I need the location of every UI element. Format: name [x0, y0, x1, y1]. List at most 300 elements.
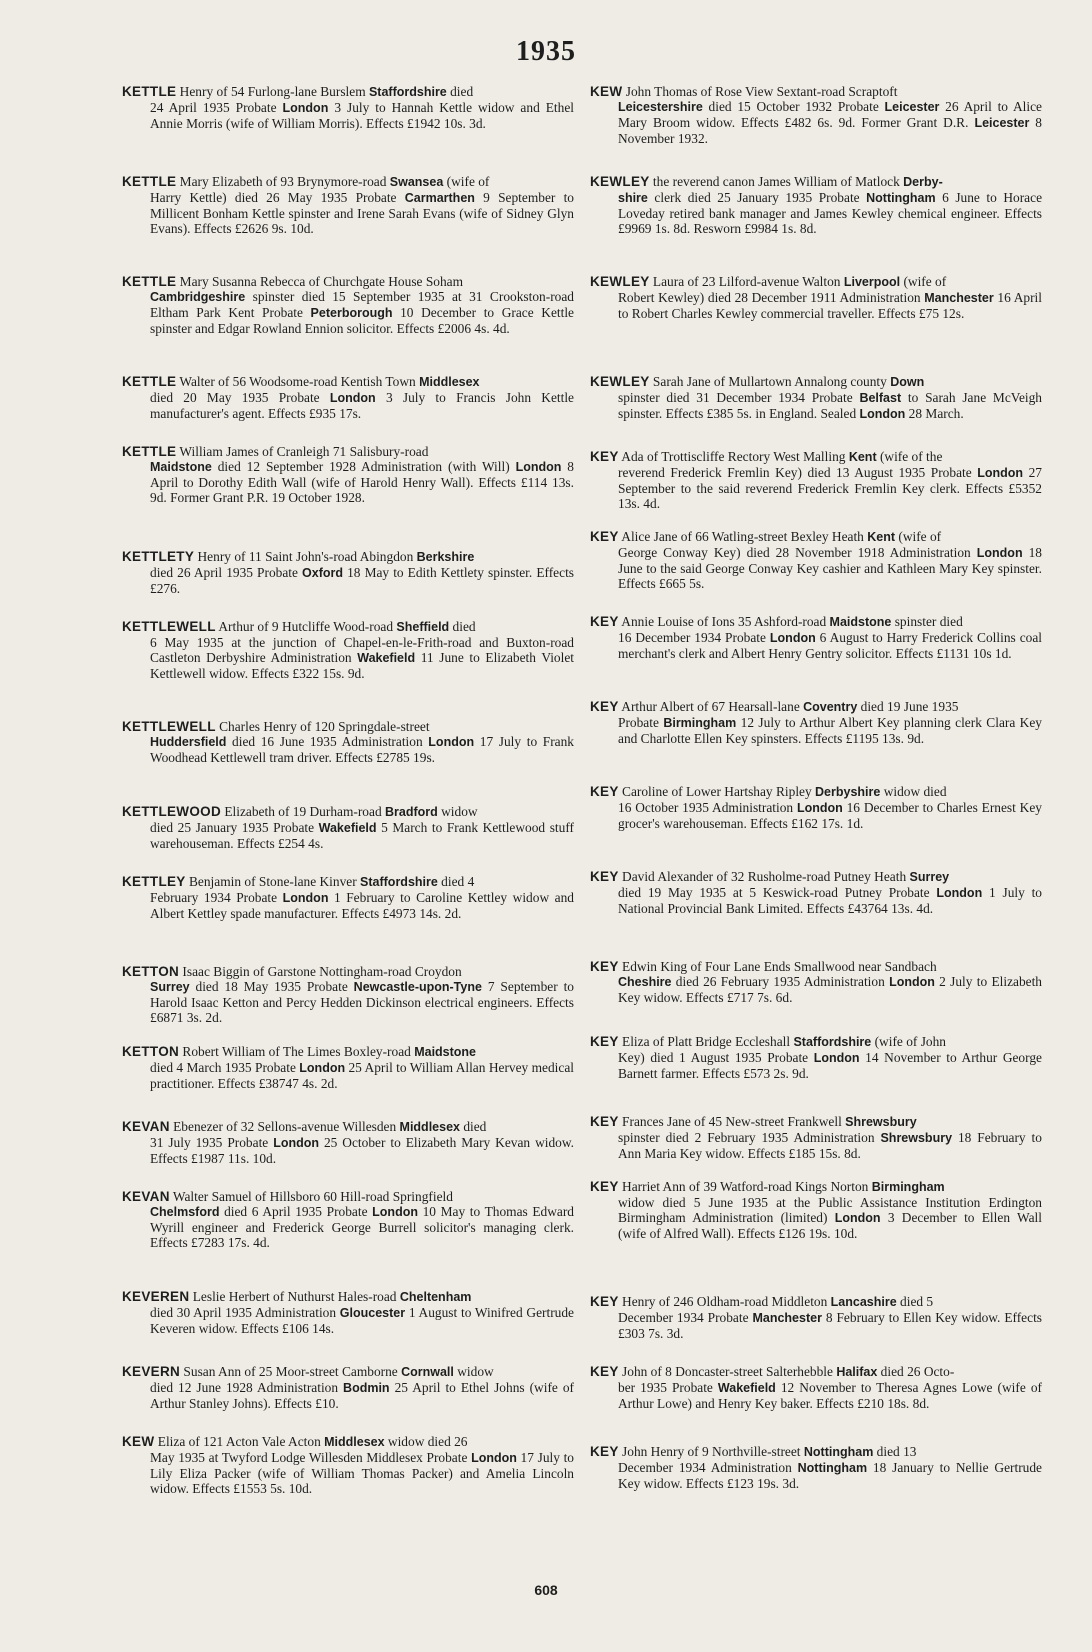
entry-body: [122, 1380, 574, 1411]
entry-text: Harry Kettle) died 26 May 1935 Probate: [150, 190, 405, 205]
place-name: London: [889, 975, 935, 989]
probate-entry: [122, 1434, 574, 1496]
entry-text: Benjamin of Stone-lane Kinver: [188, 874, 361, 889]
entry-text: Leslie Herbert of Nuthurst Hales-road: [192, 1289, 400, 1304]
entry-text: died 5: [896, 1294, 934, 1309]
place-name: Wakefield: [318, 821, 377, 835]
entry-text: died 30 April 1935 Administration: [150, 1305, 340, 1320]
entry-text: ber 1935 Probate: [618, 1380, 718, 1395]
probate-entry: [590, 1444, 1042, 1491]
probate-entry: [590, 274, 1042, 321]
probate-entry: [122, 549, 574, 596]
entry-first-line: [122, 964, 574, 979]
page-number: 608: [534, 1582, 558, 1598]
entry-text: Henry of 11 Saint John's-road Abingdon: [197, 549, 417, 564]
place-name: Birmingham: [663, 716, 737, 730]
entry-first-line: [122, 374, 574, 390]
entry-body: [590, 390, 1042, 422]
entry-surname: KEVAN: [122, 1189, 170, 1204]
entry-surname: KEY: [590, 1114, 619, 1129]
entry-text: died 26 Octo-: [877, 1364, 955, 1379]
place-name: Wakefield: [717, 1381, 776, 1395]
entry-text: 16 December 1934 Probate: [618, 630, 770, 645]
entry-text: died 25 January 1935 Probate: [150, 820, 319, 835]
place-name: Kent: [848, 450, 877, 464]
entry-text: died: [459, 1119, 487, 1134]
entry-first-line: [122, 174, 574, 190]
entry-surname: KEY: [590, 959, 619, 974]
entry-text: Susan Ann of 25 Moor-street Camborne: [183, 1364, 402, 1379]
place-name: Middlesex: [399, 1120, 460, 1134]
entry-body: [590, 99, 1042, 146]
entry-text: 25 April to Ethel Johns (wife of Arthur Stanley Johns). Effects £10.: [150, 1380, 574, 1411]
entry-body: [590, 974, 1042, 1005]
probate-entry: [590, 869, 1042, 916]
probate-entry: [590, 449, 1042, 511]
entry-body: [590, 715, 1042, 746]
entry-text: spinster died 2 February 1935 Administration: [618, 1130, 881, 1145]
probate-entry: [122, 874, 574, 921]
entry-first-line: [590, 1034, 1042, 1050]
entry-text: died 26 April 1935 Probate: [150, 565, 303, 580]
entry-first-line: [122, 549, 574, 565]
entry-text: died 20 May 1935 Probate: [150, 390, 330, 405]
entry-text: died: [449, 619, 476, 634]
entry-text: Mary Susanna Rebecca of Churchgate House Soham: [179, 274, 464, 289]
page-year-heading: 1935: [516, 36, 576, 67]
entry-first-line: [122, 274, 574, 289]
place-name: Gloucester: [339, 1306, 406, 1320]
entry-text: William James of Cranleigh 71 Salisbury-road: [179, 444, 429, 459]
entry-surname: KEY: [590, 1444, 619, 1459]
entry-surname: KETTLE: [122, 444, 177, 459]
place-name: London: [769, 631, 816, 645]
entry-surname: KEW: [122, 1434, 155, 1449]
place-name: Coventry: [803, 700, 858, 714]
entry-text: Robert William of The Limes Boxley-road: [182, 1044, 415, 1059]
entry-body: [122, 565, 574, 596]
entry-body: [590, 630, 1042, 661]
probate-entry: [122, 719, 574, 765]
entry-first-line: [590, 529, 1042, 545]
place-name: Manchester: [924, 291, 994, 305]
entry-first-line: [590, 1364, 1042, 1380]
entry-text: 6 May 1935 at the junction of Chapel-en-le-Frith-road and Buxton-road Castleton Derbyshire Administration: [150, 635, 574, 665]
entry-body: [122, 1135, 574, 1166]
entry-body: [122, 190, 574, 236]
entry-first-line: [590, 84, 1042, 99]
entry-text: Caroline of Lower Hartshay Ripley: [622, 784, 816, 799]
entry-surname: KETTLEWELL: [122, 619, 216, 634]
entry-surname: KEWLEY: [590, 174, 650, 189]
place-name: Derby-: [903, 175, 943, 189]
entry-text: John of 8 Doncaster-street Salterhebble: [622, 1364, 837, 1379]
entry-text: (wife of: [900, 274, 947, 289]
place-name: Lancashire: [830, 1295, 897, 1309]
entry-first-line: [122, 619, 574, 635]
entry-surname: KETTLEWOOD: [122, 804, 221, 819]
entry-text: 12 July to Arthur Albert Key planning clerk Clara Key and Charlotte Ellen Key spinsters. Effects £1195 13s. 9d.: [618, 715, 1042, 746]
entry-text: 8 April to Dorothy Edith Wall (wife of Harold Henry Wall). Effects £114 13s. 9d. Former Grant P.R. 19 October 1928.: [150, 459, 574, 505]
entry-first-line: [590, 1294, 1042, 1310]
place-name: Birmingham: [871, 1180, 945, 1194]
entry-body: [122, 890, 574, 921]
entry-text: 10 May to Thomas Edward Wyrill engineer and Frederick George Burrell solicitor's managing clerk. Effects £7283 17s. 4d.: [150, 1204, 574, 1250]
entry-text: spinster died 31 December 1934 Probate: [618, 390, 860, 405]
entry-first-line: [590, 869, 1042, 885]
place-name: London: [796, 801, 843, 815]
entry-first-line: [122, 1289, 574, 1305]
entry-text: 3 December to Ellen Wall (wife of Alfred Wall). Effects £126 19s. 10d.: [618, 1210, 1042, 1241]
place-name: shire: [618, 191, 648, 205]
entry-body: [122, 734, 574, 765]
place-name: London: [976, 546, 1023, 560]
place-name: Leicester: [974, 116, 1030, 130]
probate-entry: [590, 529, 1042, 591]
place-name: Peterborough: [310, 306, 393, 320]
entry-body: [590, 1195, 1042, 1241]
entry-surname: KEVERN: [122, 1364, 181, 1379]
probate-entry: [590, 699, 1042, 746]
entry-text: 18 May to Edith Kettlety spinster. Effects £276.: [150, 565, 574, 596]
entry-surname: KEY: [590, 1034, 619, 1049]
place-name: London: [859, 407, 906, 421]
place-name: London: [834, 1211, 881, 1225]
place-name: Staffordshire: [793, 1035, 872, 1049]
entry-body: [122, 289, 574, 336]
entry-text: Probate: [618, 715, 664, 730]
place-name: Belfast: [859, 391, 902, 405]
entry-first-line: [122, 1364, 574, 1380]
entry-body: [590, 1050, 1042, 1081]
entry-body: [590, 1460, 1042, 1491]
entry-text: died 4: [437, 874, 475, 889]
entry-text: the reverend canon James William of Matlock: [652, 174, 904, 189]
entry-first-line: [122, 1044, 574, 1060]
entry-surname: KETTLEWELL: [122, 719, 216, 734]
entry-first-line: [122, 874, 574, 890]
entry-first-line: [590, 699, 1042, 715]
entry-text: died 19 May 1935 at 5 Keswick-road Putney Probate: [618, 885, 937, 900]
place-name: London: [428, 735, 475, 749]
entry-body: [122, 459, 574, 505]
entry-body: [122, 979, 574, 1025]
entry-text: Edwin King of Four Lane Ends Smallwood near Sandbach: [622, 959, 937, 974]
entry-text: died 4 March 1935 Probate: [150, 1060, 300, 1075]
entry-text: died 16 June 1935 Administration: [226, 734, 429, 749]
entry-text: 6 June to Horace Loveday retired bank manager and James Kewley chemical engineer. Effects £9969 1s. 8d. Resworn £9984 1s. 8d.: [618, 190, 1043, 236]
entry-surname: KEY: [590, 784, 619, 799]
entry-text: Frances Jane of 45 New-street Frankwell: [622, 1114, 846, 1129]
entry-body: [590, 1130, 1042, 1161]
place-name: Down: [890, 375, 925, 389]
place-name: Huddersfield: [150, 735, 227, 749]
entry-text: Walter of 56 Woodsome-road Kentish Town: [179, 374, 420, 389]
probate-entry: [122, 1189, 574, 1250]
place-name: Berkshire: [416, 550, 475, 564]
probate-entry: [590, 614, 1042, 661]
entry-text: 1 August to Winifred Gertrude Keveren widow. Effects £106 14s.: [150, 1305, 574, 1336]
entry-text: spinster died 15 September 1935 at 31 Crookston-road Eltham Park Kent Probate: [150, 289, 574, 320]
entry-text: 3 July to Hannah Kettle widow and Ethel Annie Morris (wife of William Morris). Effects £1942 10s. 3d.: [150, 100, 574, 131]
entry-surname: KEY: [590, 1179, 619, 1194]
probate-entry: [122, 84, 574, 131]
entry-text: (wife of the: [876, 449, 943, 464]
entry-text: John Henry of 9 Northville-street: [622, 1444, 804, 1459]
entry-text: 25 October to Elizabeth Mary Kevan widow. Effects £1987 11s. 10d.: [150, 1135, 575, 1166]
entry-body: [122, 1305, 574, 1336]
entry-text: Eliza of 121 Acton Vale Acton: [157, 1434, 325, 1449]
place-name: Sheffield: [396, 620, 450, 634]
place-name: Shrewsbury: [845, 1115, 917, 1129]
entry-text: 8 February to Ellen Key widow. Effects £303 7s. 3d.: [618, 1310, 1042, 1341]
place-name: Maidstone: [414, 1045, 477, 1059]
place-name: Surrey: [150, 980, 190, 994]
entry-surname: KEY: [590, 699, 619, 714]
entry-text: Annie Louise of Ions 35 Ashford-road: [621, 614, 830, 629]
place-name: Manchester: [752, 1311, 822, 1325]
entry-text: Walter Samuel of Hillsboro 60 Hill-road Springfield: [172, 1189, 453, 1204]
entry-text: 28 March.: [905, 406, 964, 421]
entry-body: [590, 465, 1042, 511]
entry-text: 6 August to Harry Frederick Collins coal merchant's clerk and Albert Henry Gentry solicitor. Effects £1131 10s 1d.: [618, 630, 1042, 661]
place-name: Nottingham: [797, 1461, 868, 1475]
entry-text: 14 November to Arthur George Barnett farmer. Effects £573 2s. 9d.: [618, 1050, 1042, 1081]
entry-text: 24 April 1935 Probate: [150, 100, 283, 115]
entry-text: Henry of 54 Furlong-lane Burslem: [179, 84, 369, 99]
entry-surname: KEVEREN: [122, 1289, 190, 1304]
probate-entry: [590, 1364, 1042, 1411]
entry-text: spinster died: [891, 614, 963, 629]
entry-text: Charles Henry of 120 Springdale-street: [219, 719, 430, 734]
entry-body: [122, 1060, 574, 1091]
place-name: Maidstone: [829, 615, 892, 629]
entry-text: to Sarah Jane McVeigh spinster. Effects £385 5s. in England. Sealed: [618, 390, 1042, 421]
entry-body: [122, 100, 574, 131]
place-name: Oxford: [302, 566, 344, 580]
place-name: Cornwall: [401, 1365, 454, 1379]
entry-text: widow: [453, 1364, 494, 1379]
place-name: Leicester: [884, 100, 940, 114]
entry-text: widow died 5 June 1935 at the Public Assistance Institution Erdington Birmingham Administration (limited): [618, 1195, 1042, 1225]
place-name: London: [813, 1051, 860, 1065]
probate-entry: [122, 1364, 574, 1411]
entry-surname: KEY: [590, 1294, 619, 1309]
entry-body: [122, 1204, 574, 1250]
probate-entry: [122, 174, 574, 236]
probate-entry: [122, 374, 574, 421]
entry-surname: KETTLE: [122, 174, 177, 189]
entry-surname: KEWLEY: [590, 274, 650, 289]
entry-text: Robert Kewley) died 28 December 1911 Administration: [618, 290, 925, 305]
probate-entry: [122, 274, 574, 336]
entry-surname: KEY: [590, 529, 619, 544]
entry-text: 7 September to Harold Isaac Ketton and Percy Hedden Dickinson electrical engineers. Effects £6871 3s. 2d.: [150, 979, 575, 1025]
probate-entry: [590, 1034, 1042, 1081]
entry-text: December 1934 Administration: [618, 1460, 798, 1475]
entry-first-line: [122, 1189, 574, 1204]
entry-first-line: [590, 1444, 1042, 1460]
entry-text: clerk died 25 January 1935 Probate: [647, 190, 867, 205]
entry-body: [590, 800, 1042, 831]
entry-first-line: [122, 444, 574, 459]
entry-text: Harriet Ann of 39 Watford-road Kings Norton: [622, 1179, 872, 1194]
entry-text: 16 December to Charles Ernest Key grocer's warehouseman. Effects £162 17s. 1d.: [618, 800, 1042, 831]
entry-text: George Conway Key) died 28 November 1918 Administration: [618, 545, 977, 560]
place-name: London: [273, 1136, 320, 1150]
place-name: Kent: [867, 530, 896, 544]
entry-text: Ada of Trottiscliffe Rectory West Malling: [621, 449, 849, 464]
entry-body: [590, 1380, 1042, 1411]
place-name: Wakefield: [357, 651, 416, 665]
entry-body: [122, 1450, 574, 1496]
left-column: [122, 84, 574, 1584]
entry-text: (wife of: [443, 174, 490, 189]
entry-surname: KEY: [590, 869, 619, 884]
entry-text: 5 March to Frank Kettlewood stuff warehouseman. Effects £254 4s.: [150, 820, 574, 851]
entry-text: died 15 October 1932 Probate: [702, 99, 885, 114]
place-name: Newcastle-upon-Tyne: [353, 980, 482, 994]
place-name: Maidstone: [150, 460, 212, 474]
place-name: Chelmsford: [150, 1205, 220, 1219]
entry-first-line: [590, 274, 1042, 290]
entry-first-line: [590, 614, 1042, 630]
entry-body: [590, 545, 1042, 591]
entry-text: died 12 September 1928 Administration (with Will): [211, 459, 516, 474]
entry-text: 18 January to Nellie Gertrude Key widow. Effects £123 19s. 3d.: [618, 1460, 1042, 1491]
entry-surname: KETTON: [122, 1044, 180, 1059]
entry-text: December 1934 Probate: [618, 1310, 753, 1325]
probate-entry: [122, 1289, 574, 1336]
probate-entry: [590, 84, 1042, 146]
entry-text: widow died 26: [384, 1434, 468, 1449]
entry-first-line: [590, 959, 1042, 974]
entry-text: Eliza of Platt Bridge Eccleshall: [622, 1034, 794, 1049]
entry-first-line: [122, 719, 574, 734]
place-name: London: [515, 460, 562, 474]
place-name: Cambridgeshire: [150, 290, 246, 304]
entry-text: Sarah Jane of Mullartown Annalong county: [652, 374, 891, 389]
entry-surname: KEVAN: [122, 1119, 170, 1134]
entry-surname: KEY: [590, 1364, 619, 1379]
probate-entry: [590, 374, 1042, 422]
place-name: Shrewsbury: [880, 1131, 953, 1145]
entry-text: Laura of 23 Lilford-avenue Walton: [652, 274, 844, 289]
entry-text: February 1934 Probate: [150, 890, 283, 905]
right-column: [590, 84, 1042, 1584]
entry-text: died 13: [873, 1444, 917, 1459]
probate-entry: [122, 804, 574, 851]
entry-surname: KEW: [590, 84, 623, 99]
entry-text: (wife of: [895, 529, 942, 544]
entry-text: 26 April to Alice Mary Broom widow. Effects £482 6s. 9d. Former Grant D.R.: [618, 99, 1042, 130]
entry-text: Key) died 1 August 1935 Probate: [618, 1050, 814, 1065]
entry-text: 17 July to Lily Eliza Packer (wife of William Thomas Packer) and Amelia Lincoln widow. Effects £1553 5s. 10d.: [150, 1450, 575, 1496]
entry-body: [122, 635, 574, 681]
entry-first-line: [590, 1179, 1042, 1195]
entry-text: Alice Jane of 66 Watling-street Bexley Heath: [621, 529, 868, 544]
entry-first-line: [590, 1114, 1042, 1130]
place-name: London: [299, 1061, 346, 1075]
entry-first-line: [122, 804, 574, 820]
entry-surname: KETTON: [122, 964, 180, 979]
place-name: Surrey: [909, 870, 950, 884]
place-name: London: [329, 391, 376, 405]
entry-first-line: [590, 449, 1042, 465]
entry-text: died 19 June 1935: [857, 699, 959, 714]
entry-text: 3 July to Francis John Kettle manufacturer's agent. Effects £935 17s.: [150, 390, 574, 421]
place-name: Liverpool: [843, 275, 901, 289]
place-name: Cheltenham: [399, 1290, 472, 1304]
entry-body: [122, 820, 574, 851]
entry-text: 2 July to Elizabeth Key widow. Effects £717 7s. 6d.: [618, 974, 1043, 1005]
entry-body: [122, 390, 574, 421]
entry-text: Ebenezer of 32 Sellons-avenue Willesden: [173, 1119, 400, 1134]
place-name: Nottingham: [803, 1445, 874, 1459]
entry-text: 12 November to Theresa Agnes Lowe (wife of Arthur Lowe) and Henry Key baker. Effects £210 18s. 8d.: [618, 1380, 1042, 1411]
place-name: London: [282, 101, 329, 115]
entry-text: 8 November 1932.: [618, 115, 1043, 146]
entry-text: 9 September to Millicent Bonham Kettle spinster and Irene Sarah Evans (wife of Sidney Glyn Evans). Effects £2626 9s. 10d.: [150, 190, 575, 236]
place-name: London: [282, 891, 329, 905]
place-name: Staffordshire: [360, 875, 438, 889]
entry-text: Henry of 246 Oldham-road Middleton: [622, 1294, 831, 1309]
entry-text: 17 July to Frank Woodhead Kettlewell tram driver. Effects £2785 19s.: [150, 734, 575, 765]
probate-entry: [590, 784, 1042, 831]
entry-text: Arthur Albert of 67 Hearsall-lane: [621, 699, 804, 714]
place-name: Middlesex: [419, 375, 480, 389]
entry-text: 10 December to Grace Kettle spinster and Edgar Rowland Ennion solicitor. Effects £2006 4s. 4d.: [150, 305, 574, 336]
probate-entry: [590, 174, 1042, 236]
entry-surname: KETTLE: [122, 84, 177, 99]
place-name: Bodmin: [343, 1381, 390, 1395]
entry-text: (wife of John: [871, 1034, 946, 1049]
entry-body: [590, 290, 1042, 321]
entry-text: died 26 February 1935 Administration: [671, 974, 890, 989]
probate-entry: [590, 1294, 1042, 1341]
place-name: Staffordshire: [368, 85, 447, 99]
entry-text: 18 June to the said George Conway Key cashier and Kathleen Mary Key spinster. Effects £665 5s.: [618, 545, 1042, 591]
entry-text: 18 February to Ann Maria Key widow. Effects £185 15s. 8d.: [618, 1130, 1042, 1161]
entry-body: [590, 885, 1042, 916]
entry-text: 27 September to the said reverend Frederick Fremlin Key clerk. Effects £5352 13s. 4d.: [618, 465, 1042, 511]
entry-text: died 12 June 1928 Administration: [150, 1380, 344, 1395]
entry-text: 16 April to Robert Charles Kewley commercial traveller. Effects £75 12s.: [618, 290, 1042, 321]
probate-entry: [122, 1044, 574, 1091]
place-name: London: [372, 1205, 418, 1219]
entry-text: 25 April to William Allan Hervey medical practitioner. Effects £38747 4s. 2d.: [150, 1060, 574, 1091]
place-name: Nottingham: [866, 191, 936, 205]
place-name: Carmarthen: [404, 191, 475, 205]
entry-surname: KEWLEY: [590, 374, 650, 389]
entry-surname: KETTLEY: [122, 874, 186, 889]
entry-first-line: [122, 1119, 574, 1135]
entry-surname: KETTLE: [122, 374, 177, 389]
entry-body: [590, 190, 1042, 236]
place-name: Bradford: [385, 805, 438, 819]
entry-text: died 18 May 1935 Probate: [189, 979, 354, 994]
entry-body: [590, 1310, 1042, 1341]
entry-text: Mary Elizabeth of 93 Brynymore-road: [179, 174, 390, 189]
entry-first-line: [590, 374, 1042, 390]
entry-first-line: [590, 174, 1042, 190]
entry-text: Arthur of 9 Hutcliffe Wood-road: [218, 619, 397, 634]
entry-text: 16 October 1935 Administration: [618, 800, 797, 815]
entry-text: 11 June to Elizabeth Violet Kettlewell widow. Effects £322 15s. 9d.: [150, 650, 574, 681]
entry-text: died: [446, 84, 474, 99]
entry-text: died 6 April 1935 Probate: [219, 1204, 373, 1219]
probate-entry: [590, 959, 1042, 1005]
